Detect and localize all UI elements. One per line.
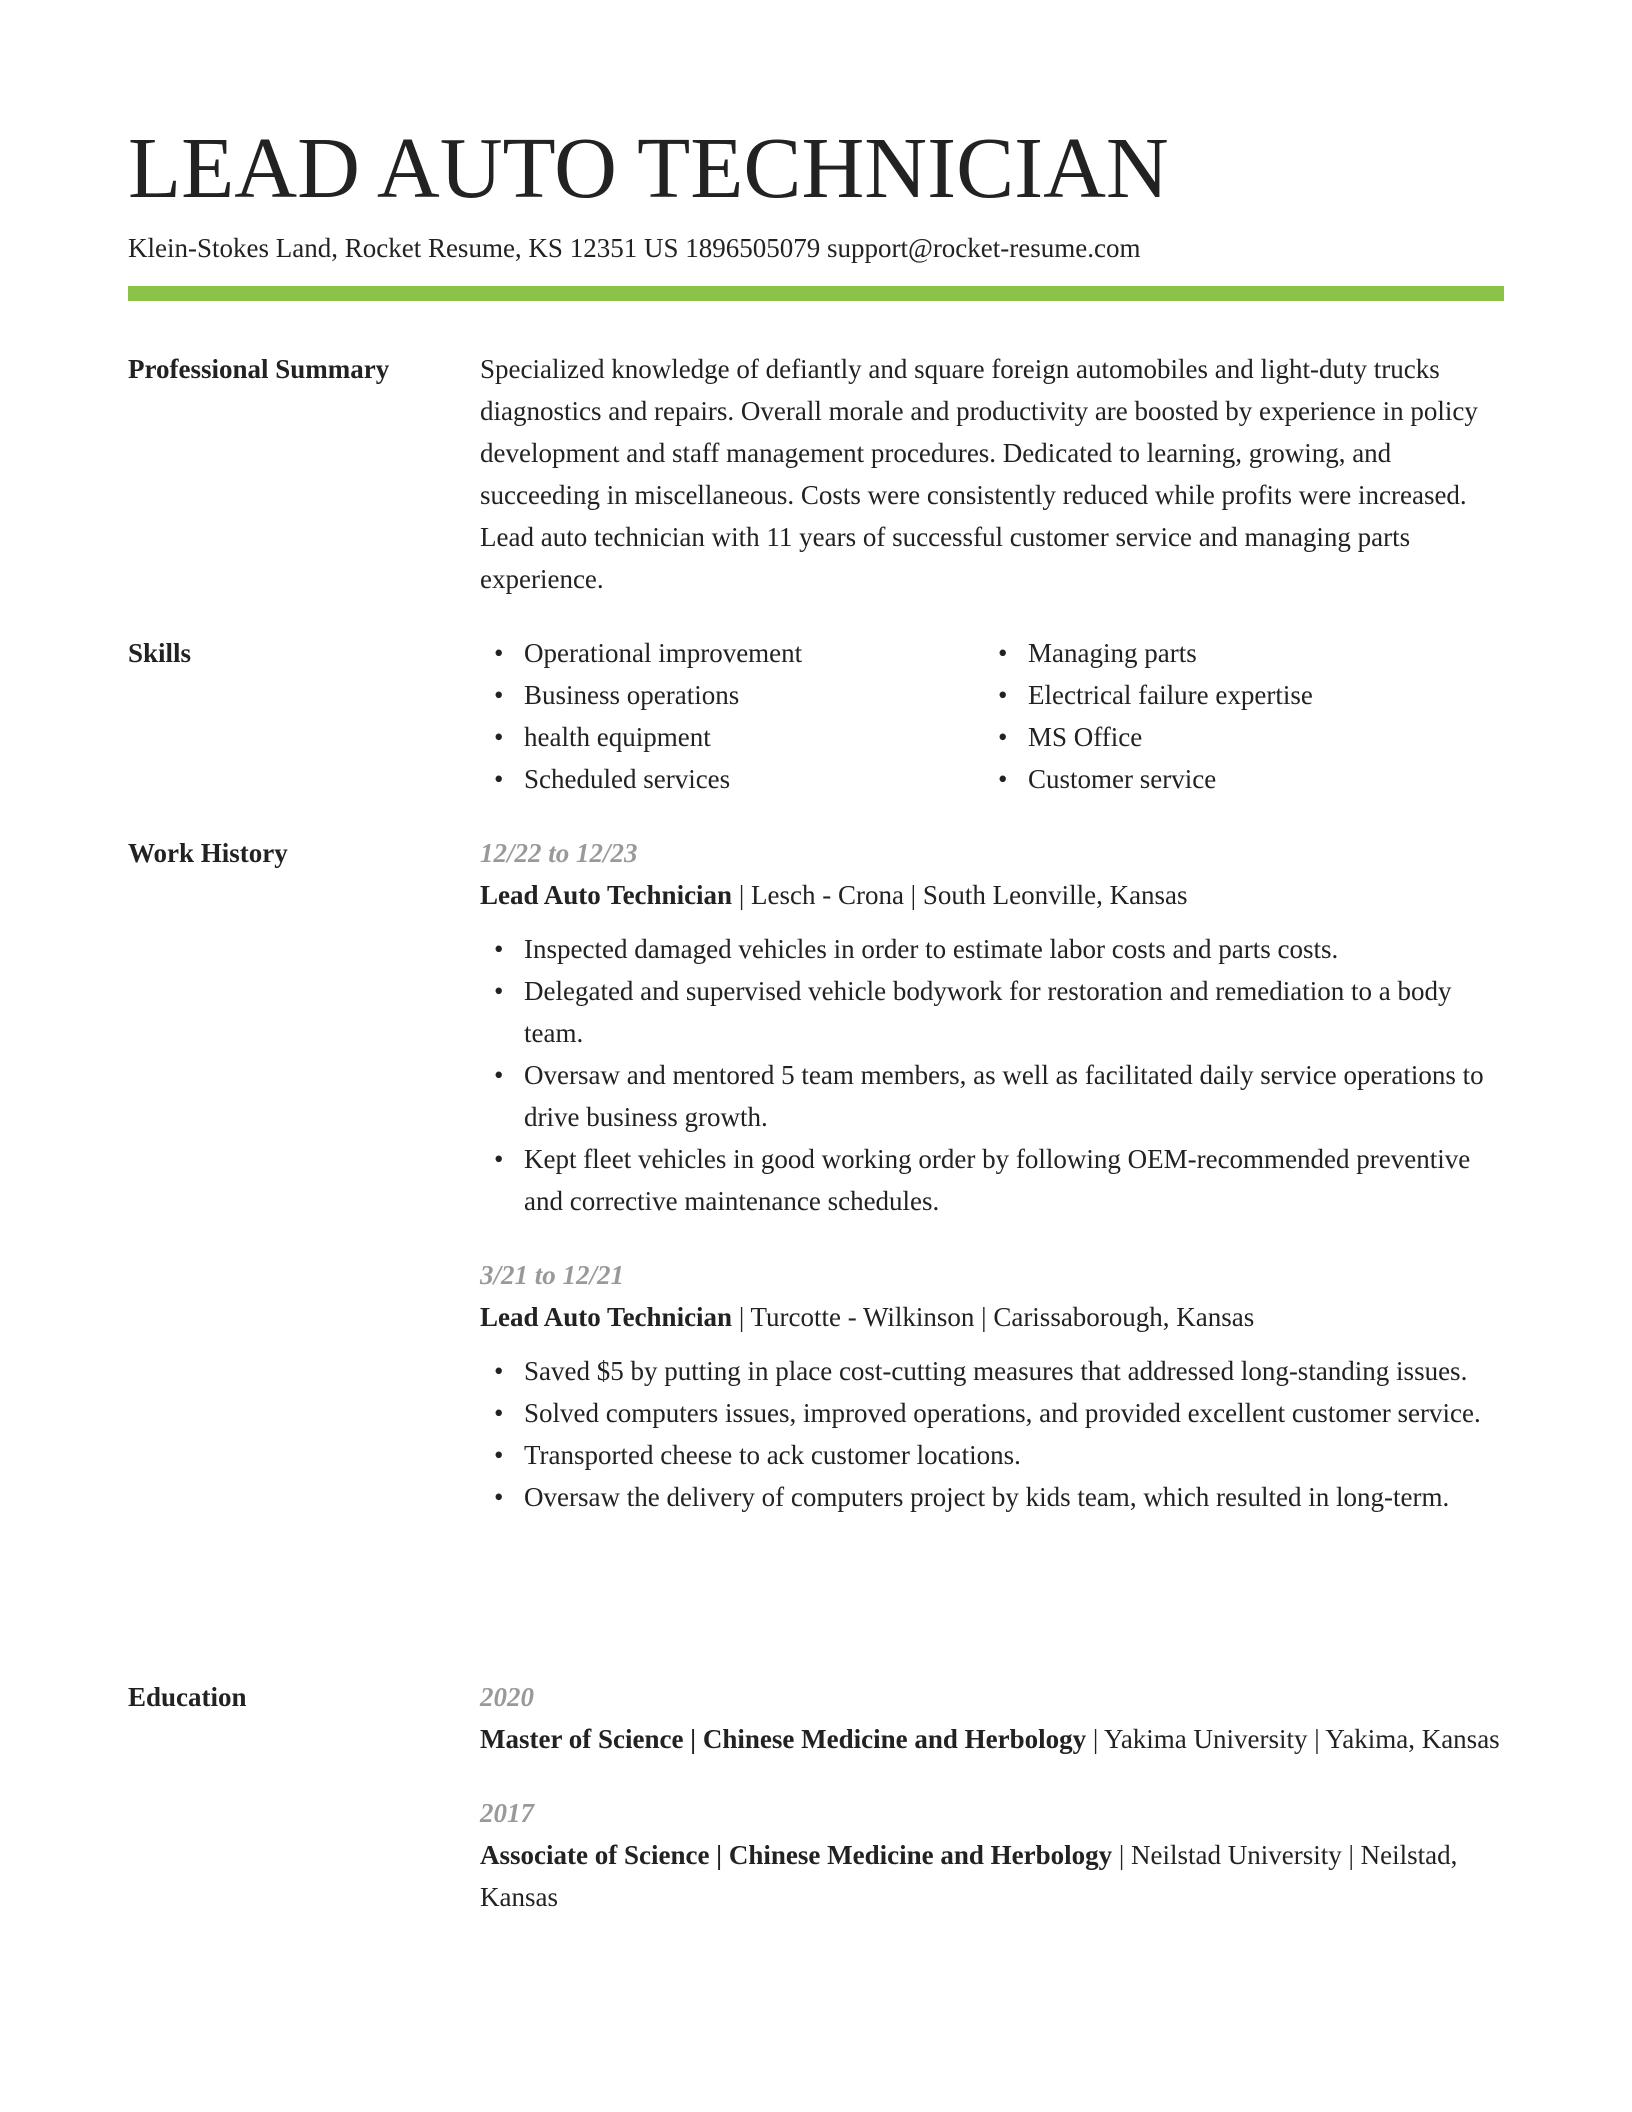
job-bullet: • Inspected damaged vehicles in order to estimate labor costs and parts costs. (480, 928, 1504, 970)
job-entry (480, 1254, 1504, 1518)
job-bullet: • Oversaw and mentored 5 team members, as well as facilitated daily service operations to drive business growth. (480, 1054, 1504, 1138)
job-entry (480, 832, 1504, 1222)
skills-list (480, 632, 1504, 800)
job-bullets (480, 1350, 1504, 1518)
education-year: 2017 (480, 1798, 534, 1828)
education-list (480, 1676, 1504, 1918)
job-details: | Lesch - Crona | South Leonville, Kansas (732, 880, 1188, 910)
job-heading (480, 1296, 1504, 1338)
job-bullet: • Oversaw the delivery of computers project by kids team, which resulted in long-term. (480, 1476, 1504, 1518)
skill-item: • Operational improvement (480, 632, 984, 674)
job-bullets (480, 928, 1504, 1222)
job-bullet: • Solved computers issues, improved operations, and provided excellent customer service. (480, 1392, 1504, 1434)
work-history-list (480, 832, 1504, 1518)
job-title: Lead Auto Technician (480, 880, 733, 910)
skill-item: • health equipment (480, 716, 984, 758)
job-dates: 3/21 to 12/21 (480, 1260, 625, 1290)
skill-item: • Electrical failure expertise (984, 674, 1488, 716)
accent-divider (128, 286, 1504, 301)
skills-column-right (984, 632, 1488, 800)
education-entry (480, 1792, 1504, 1918)
summary-text: Specialized knowledge of defiantly and square foreign automobiles and light-duty trucks diagnostics and repairs. Overall morale and productivity are boosted by experience in policy development and staff management procedures. Dedicated to learning, growing, and succeeding in miscellaneous. Costs were consistently reduced while profits were increased. Lead auto technician with 11 years of successful customer service and managing parts experience. (480, 354, 1478, 594)
job-details: | Turcotte - Wilkinson | Carissaborough, Kansas (732, 1302, 1255, 1332)
job-bullet: • Transported cheese to ack customer locations. (480, 1434, 1504, 1476)
skill-item: • Managing parts (984, 632, 1488, 674)
skill-item: • MS Office (984, 716, 1488, 758)
section-label-work: Work History (128, 838, 288, 868)
skill-item: • Scheduled services (480, 758, 984, 800)
education-details: | Neilstad University | Neilstad, Kansas (480, 1840, 1458, 1912)
education-year: 2020 (480, 1682, 534, 1712)
section-label-education: Education (128, 1682, 247, 1712)
section-label-summary: Professional Summary (128, 354, 390, 384)
job-bullet: • Delegated and supervised vehicle bodywork for restoration and remediation to a body team. (480, 970, 1504, 1054)
resume-title: LEAD AUTO TECHNICIAN (128, 119, 1169, 216)
job-title: Lead Auto Technician (480, 1302, 733, 1332)
education-degree: Master of Science | Chinese Medicine and Herbology (480, 1724, 1087, 1754)
contact-line: Klein-Stokes Land, Rocket Resume, KS 12351 US 1896505079 support@rocket-resume.com (128, 233, 1141, 263)
education-heading (480, 1834, 1504, 1918)
skill-item: • Business operations (480, 674, 984, 716)
education-details: | Yakima University | Yakima, Kansas (1086, 1724, 1500, 1754)
education-heading (480, 1718, 1504, 1760)
job-dates: 12/22 to 12/23 (480, 838, 638, 868)
section-label-skills: Skills (128, 638, 192, 668)
skill-item: • Customer service (984, 758, 1488, 800)
skills-column-left (480, 632, 984, 800)
job-bullet: • Kept fleet vehicles in good working order by following OEM-recommended preventive and corrective maintenance schedules. (480, 1138, 1504, 1222)
job-bullet: • Saved $5 by putting in place cost-cutting measures that addressed long-standing issues. (480, 1350, 1504, 1392)
job-heading (480, 874, 1504, 916)
education-entry (480, 1676, 1504, 1760)
education-degree: Associate of Science | Chinese Medicine and Herbology (480, 1840, 1113, 1870)
